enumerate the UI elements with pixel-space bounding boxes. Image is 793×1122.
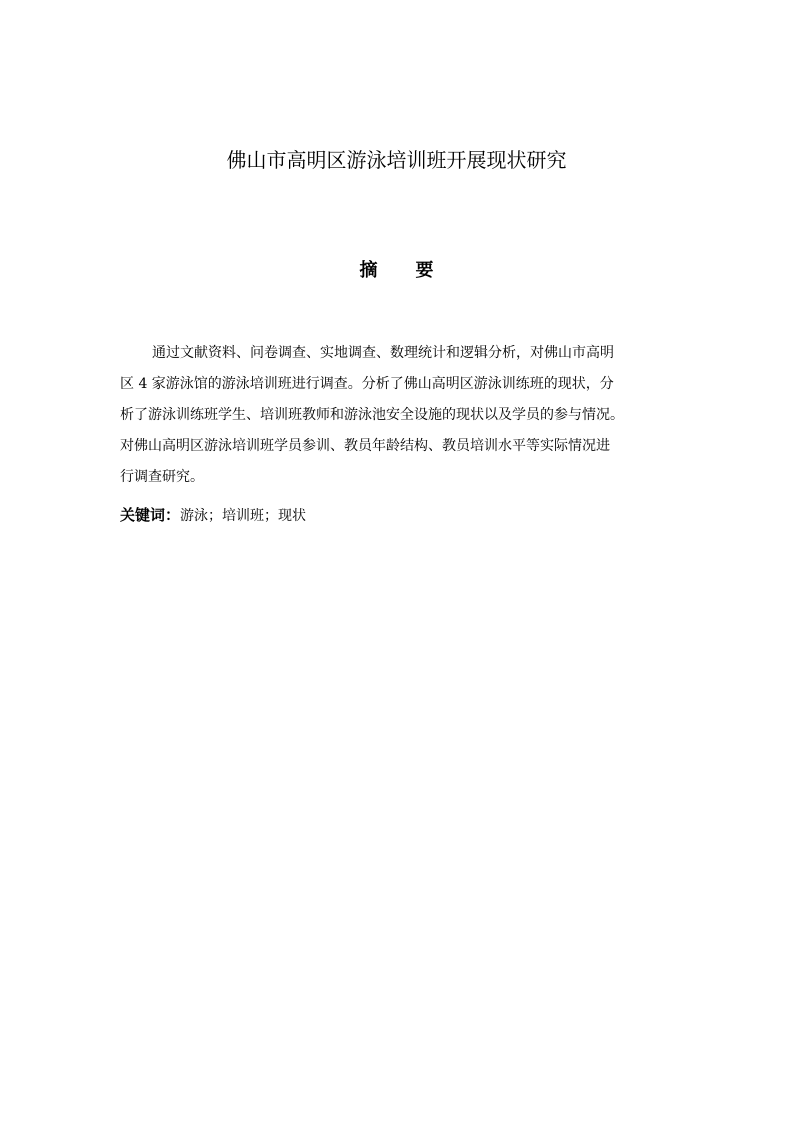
abstract-line-3: 析了游泳训练班学生、培训班教师和游泳池安全设施的现状以及学员的参与情况。: [120, 407, 624, 423]
paper-title: 佛山市高明区游泳培训班开展现状研究: [226, 148, 567, 172]
abstract-line-5: 行调查研究。: [120, 469, 204, 485]
keywords-value: 游泳；培训班；现状: [180, 508, 307, 524]
abstract-heading-char-2: 要: [415, 260, 434, 281]
abstract-body: [120, 338, 680, 493]
keywords-line: [120, 502, 306, 529]
keywords-label: 关键词：: [120, 506, 181, 524]
abstract-line-2: 区 4 家游泳馆的游泳培训班进行调查。分析了佛山高明区游泳训练班的现状，分: [120, 376, 614, 392]
abstract-heading-char-1: 摘: [359, 260, 378, 281]
abstract-line-4: 对佛山高明区游泳培训班学员参训、教员年龄结构、教员培训水平等实际情况进: [120, 438, 610, 454]
abstract-heading: [0, 258, 793, 284]
abstract-line-1: 通过文献资料、问卷调查、实地调查、数理统计和逻辑分析，对佛山市高明: [152, 345, 614, 361]
